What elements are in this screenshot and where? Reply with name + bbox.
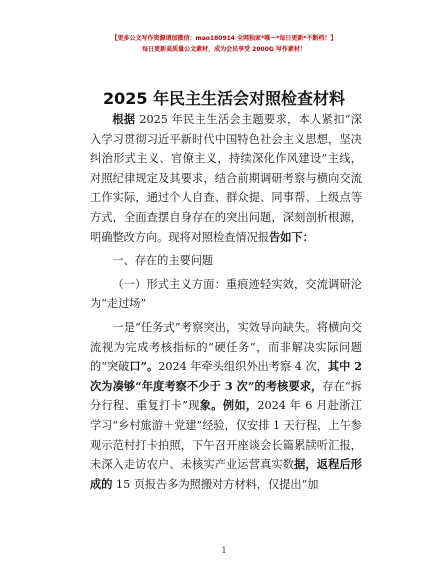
intro-tail: 告如下： — [269, 229, 314, 244]
para-text-2: 2024 年牵头组织外出考察 4 次， — [158, 360, 328, 374]
document-title: 2025 年民主生活会对照检查材料 — [102, 89, 346, 108]
para-text-5: 15 页报告多为照搬对方材料，仅提出“加 — [112, 477, 319, 491]
section-heading: 一、存在的主要问题 — [112, 254, 214, 268]
problem-paragraph — [90, 318, 362, 494]
para-bold-4: 据，返程后形成的 — [90, 457, 362, 491]
para-text-4: 2024 年 6 月赴浙江学习“乡村旅游＋党建”经验，仅安排 1 天行程，上午参观示范村打卡拍照，下午召开座谈会长篇累牍听汇报，未深入走访农户、未核实产业运营真实数 — [90, 399, 362, 472]
promo-banner-line-2: 每日更新高质量公文素材，成为会员享受 2000G 写作素材！ — [142, 46, 306, 53]
subsection-heading: （一）形式主义方面：重痕迹轻实效，交流调研沦为“走过场” — [90, 277, 362, 311]
intro-text: 2025 年民主生活会主题要求，本人紧扣“深入学习贯彻习近平新时代中国特色社会主义思想，坚决纠治形式主义、官僚主义，持续深化作风建设”主线，对照纪律规定及其要求，结合前期调研考察与横向交流工作实际，通过个人自查、群众提、同事帮、上级点等方式，全面查摆自身存在的突出问题，深刻剖析根源，明确整改方向。现将对照检查情况报 — [90, 113, 362, 244]
promo-banner-line-1: 【更多公文写作资源请加微信：mao180914 全网独家*唯一*每日更新*不断档！】 — [111, 35, 337, 42]
page-number: 1 — [221, 546, 227, 555]
para-text-1: 一是“任务式”考察突出，实效导向缺失。将横向交流视为完成考核指标的“硬任务”，而非解决实际问题的“突破 — [90, 320, 362, 374]
document-body — [90, 110, 362, 494]
para-bold-1: 口”。 — [129, 359, 159, 374]
intro-paragraph — [90, 110, 362, 247]
para-text-3: 存在“拆分行程、重复打卡”现 — [90, 379, 362, 413]
para-bold-3: 象。例如， — [199, 398, 258, 413]
intro-lead: 根据 — [112, 112, 136, 126]
para-bold-2: 其中 2 次为凑够“年度考察不少于 3 次”的考核要求， — [90, 359, 362, 393]
